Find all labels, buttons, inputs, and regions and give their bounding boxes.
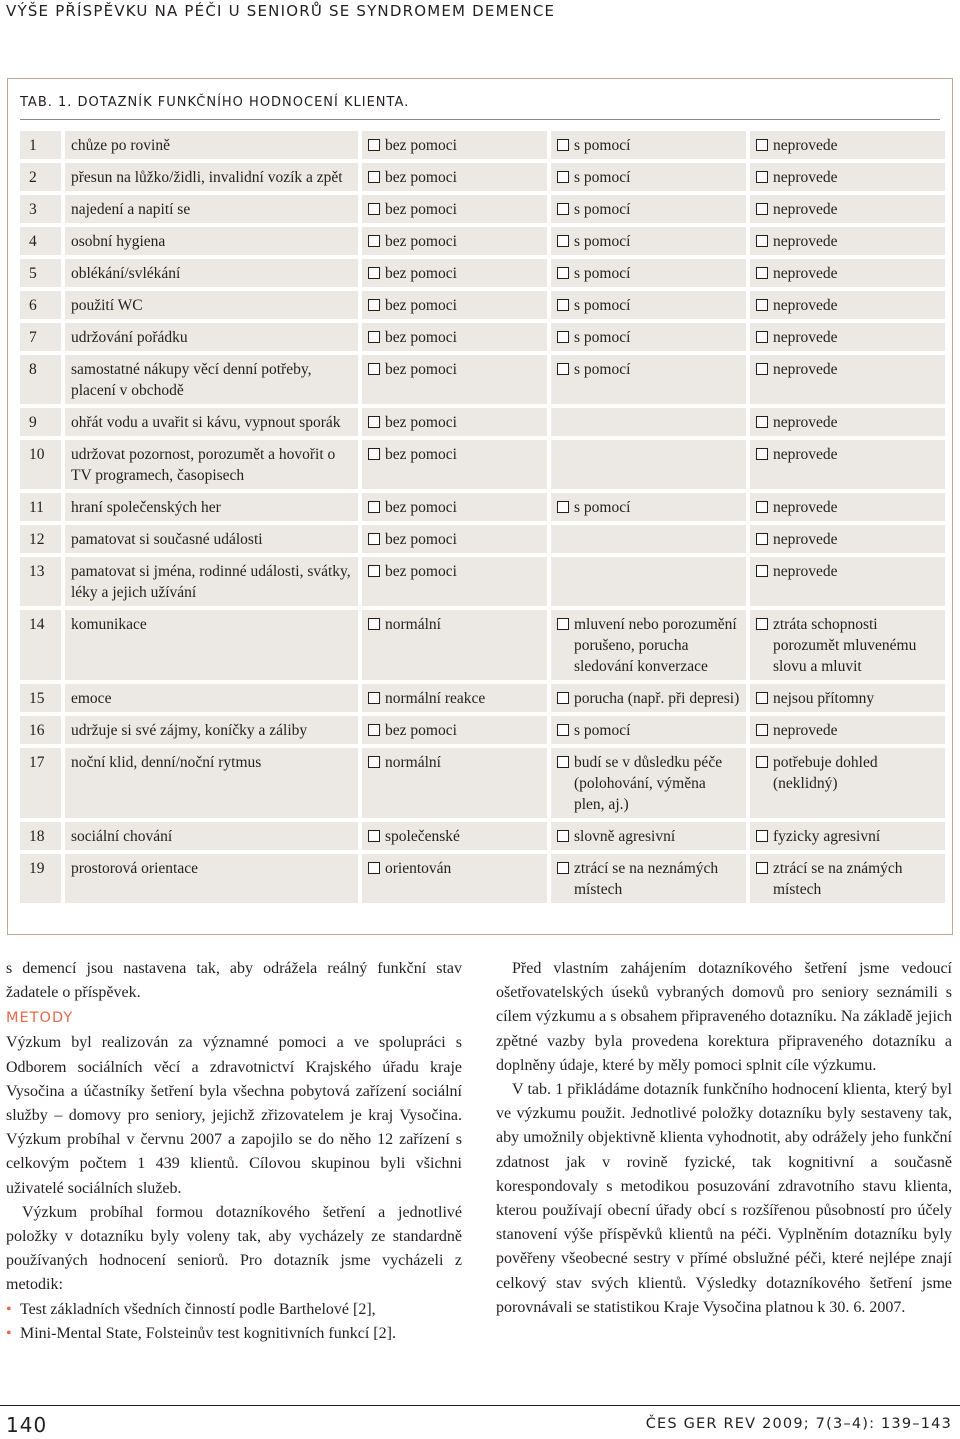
row-item: udržovat pozornost, porozumět a hovořit o TV programech, časopisech xyxy=(65,440,358,489)
right-paragraph-1: Před vlastním zahájením dotazníkového šetření jsme vedoucí ošetřovatelských úseků vybraných domovů pro seniory seznámili s cílem výzkumu a s obsahem připraveného dotazníku. Na základě jejich zpětné vazby byla provedena korektura připraveného dotazníku a doplněny údaje, které by měly pomoci splnit cíle výzkumu. xyxy=(496,960,952,1074)
option[interactable] xyxy=(368,529,541,550)
option[interactable] xyxy=(756,752,939,794)
option-label: neprovede xyxy=(773,169,838,186)
row-number: 3 xyxy=(20,195,61,223)
option[interactable] xyxy=(756,529,939,550)
option-cell xyxy=(551,227,746,255)
option-cell xyxy=(750,440,945,489)
row-item: najedení a napití se xyxy=(65,195,358,223)
checkbox-icon[interactable] xyxy=(368,756,380,768)
row-item: přesun na lůžko/židli, invalidní vozík a zpět xyxy=(65,163,358,191)
checkbox-icon[interactable] xyxy=(756,139,768,151)
row-item: sociální chování xyxy=(65,822,358,850)
checkbox-icon[interactable] xyxy=(557,724,569,736)
option[interactable] xyxy=(756,497,939,518)
option-label: bez pomoci xyxy=(385,297,457,314)
option-cell xyxy=(362,131,547,159)
option-cell xyxy=(551,610,746,680)
table-grid xyxy=(20,131,940,903)
row-item: osobní hygiena xyxy=(65,227,358,255)
option-label: bez pomoci xyxy=(385,329,457,346)
option-label: s pomocí xyxy=(574,361,631,378)
row-number: 1 xyxy=(20,131,61,159)
option-label: neprovede xyxy=(773,297,838,314)
page-number: 140 xyxy=(6,1413,48,1437)
row-item: udržuje si své zájmy, koníčky a záliby xyxy=(65,716,358,744)
option-cell xyxy=(362,525,547,553)
option-label: bez pomoci xyxy=(385,414,457,431)
option-label: s pomocí xyxy=(574,265,631,282)
option[interactable] xyxy=(557,688,740,709)
bullet-icon: • xyxy=(6,1324,12,1342)
checkbox-icon[interactable] xyxy=(557,235,569,247)
option[interactable] xyxy=(368,497,541,518)
option-label: fyzicky agresivní xyxy=(773,828,881,845)
option-label: s pomocí xyxy=(574,297,631,314)
checkbox-icon[interactable] xyxy=(756,756,768,768)
option-label: neprovede xyxy=(773,499,838,516)
option[interactable] xyxy=(557,327,740,348)
row-number: 17 xyxy=(20,748,61,818)
option-label: neprovede xyxy=(773,563,838,580)
row-number: 5 xyxy=(20,259,61,287)
checkbox-icon[interactable] xyxy=(557,299,569,311)
methods-paragraph-2: Výzkum probíhal formou dotazníkového šetření a jednotlivé položky v dotazníku byly voleny tak, aby vycházely ze standardně používaných hodnocení seniorů. Pro dotazník jsme vycházeli z metodik: xyxy=(6,1203,462,1294)
option-cell xyxy=(362,557,547,606)
option-label: neprovede xyxy=(773,414,838,431)
checkbox-icon[interactable] xyxy=(756,331,768,343)
option-cell xyxy=(750,610,945,680)
option-cell xyxy=(551,355,746,404)
option[interactable] xyxy=(368,135,541,156)
option-label: bez pomoci xyxy=(385,722,457,739)
option-label: orientován xyxy=(385,860,452,877)
option[interactable] xyxy=(557,231,740,252)
option[interactable] xyxy=(557,135,740,156)
option[interactable] xyxy=(756,826,939,847)
option-cell xyxy=(362,259,547,287)
row-number: 9 xyxy=(20,408,61,436)
option[interactable] xyxy=(368,444,541,465)
checkbox-icon[interactable] xyxy=(557,331,569,343)
option-label: slovně agresivní xyxy=(574,828,676,845)
list-item xyxy=(6,1322,462,1346)
checkbox-icon[interactable] xyxy=(368,618,380,630)
option-cell xyxy=(551,822,746,850)
row-item: hraní společenských her xyxy=(65,493,358,521)
checkbox-icon[interactable] xyxy=(756,618,768,630)
option-label: neprovede xyxy=(773,329,838,346)
section-heading-metody: METODY xyxy=(6,1010,74,1027)
option-cell xyxy=(750,163,945,191)
checkbox-icon[interactable] xyxy=(557,363,569,375)
option[interactable] xyxy=(368,167,541,188)
option-label: bez pomoci xyxy=(385,201,457,218)
option[interactable] xyxy=(368,688,541,709)
option-label: neprovede xyxy=(773,265,838,282)
option-cell xyxy=(362,323,547,351)
option[interactable] xyxy=(756,263,939,284)
checkbox-icon[interactable] xyxy=(368,331,380,343)
checkbox-icon[interactable] xyxy=(557,862,569,874)
option-label: normální reakce xyxy=(385,690,486,707)
option-cell xyxy=(362,355,547,404)
list-item xyxy=(6,1298,462,1322)
option-label: normální xyxy=(385,616,441,633)
option[interactable] xyxy=(557,752,740,815)
option-label: společenské xyxy=(385,828,460,845)
checkbox-icon[interactable] xyxy=(557,203,569,215)
option-label: nejsou přítomny xyxy=(773,690,875,707)
checkbox-icon[interactable] xyxy=(368,363,380,375)
row-number: 4 xyxy=(20,227,61,255)
option-cell xyxy=(551,854,746,903)
option-cell xyxy=(362,195,547,223)
row-item: samostatné nákupy věcí denní potřeby, placení v obchodě xyxy=(65,355,358,404)
checkbox-icon[interactable] xyxy=(368,416,380,428)
row-item: pamatovat si jména, rodinné události, svátky, léky a jejich užívání xyxy=(65,557,358,606)
option[interactable] xyxy=(756,688,939,709)
checkbox-icon[interactable] xyxy=(756,235,768,247)
option-cell xyxy=(750,684,945,712)
option-cell xyxy=(551,291,746,319)
option-cell xyxy=(750,748,945,818)
checkbox-icon[interactable] xyxy=(557,756,569,768)
row-number: 10 xyxy=(20,440,61,489)
option-cell xyxy=(362,163,547,191)
option-label: bez pomoci xyxy=(385,137,457,154)
option-label: ztrácí se na neznámých místech xyxy=(574,860,719,898)
option[interactable] xyxy=(368,231,541,252)
option-label: bez pomoci xyxy=(385,531,457,548)
checkbox-icon[interactable] xyxy=(368,448,380,460)
checkbox-icon[interactable] xyxy=(368,171,380,183)
option-cell xyxy=(362,227,547,255)
checkbox-icon[interactable] xyxy=(756,448,768,460)
row-number: 19 xyxy=(20,854,61,903)
option-cell xyxy=(750,557,945,606)
option-cell xyxy=(750,716,945,744)
option-cell xyxy=(551,408,746,436)
option[interactable] xyxy=(557,826,740,847)
option[interactable] xyxy=(756,135,939,156)
row-number: 6 xyxy=(20,291,61,319)
option-cell xyxy=(750,259,945,287)
option-label: neprovede xyxy=(773,446,838,463)
option-label: bez pomoci xyxy=(385,446,457,463)
right-paragraph-2: V tab. 1 přikládáme dotazník funkčního hodnocení klienta, který byl ve výzkumu použit. Jednotlivé položky dotazníku byly sestaveny tak, aby umožnily objektivně klienta vyhodnotit, aby odrážely jeho funkční zdatnost jak v rovině fyzické, tak kognitivní a současně korespondovaly s metodikou posuzování zdravotního stavu klienta, kterou používají obecní úřady obcí s rozšířenou působností pro účely stanovení výše příspěvků klientů na péči. Vyplněním dotazníku byly pověřeny všeobecné sestry v přímé obslužné péči, které nejlépe znají celkový stav svých klientů. Výsledky dotazníkového šetření jsme porovnávali se statistikou Kraje Vysočina platnou k 30. 6. 2007. xyxy=(496,1081,952,1316)
checkbox-icon[interactable] xyxy=(756,171,768,183)
option[interactable] xyxy=(557,720,740,741)
row-number: 11 xyxy=(20,493,61,521)
option[interactable] xyxy=(368,359,541,380)
option-cell xyxy=(551,440,746,489)
running-title: VÝŠE PŘÍSPĚVKU NA PÉČI U SENIORŮ SE SYNDROMEM DEMENCE xyxy=(6,2,556,20)
right-column xyxy=(496,957,952,1320)
option[interactable] xyxy=(557,295,740,316)
option-label: neprovede xyxy=(773,201,838,218)
option-label: ztrácí se na známých místech xyxy=(773,860,903,898)
option-cell xyxy=(750,227,945,255)
option[interactable] xyxy=(368,295,541,316)
option-label: s pomocí xyxy=(574,137,631,154)
option-label: s pomocí xyxy=(574,201,631,218)
option-cell xyxy=(362,291,547,319)
option-label: potřebuje dohled (neklidný) xyxy=(773,754,878,792)
option-cell xyxy=(362,684,547,712)
checkbox-icon[interactable] xyxy=(557,692,569,704)
option-cell xyxy=(551,557,746,606)
option-cell xyxy=(551,716,746,744)
row-item: chůze po rovině xyxy=(65,131,358,159)
row-item: komunikace xyxy=(65,610,358,680)
option-label: s pomocí xyxy=(574,329,631,346)
checkbox-icon[interactable] xyxy=(368,862,380,874)
option-label: bez pomoci xyxy=(385,499,457,516)
footer-divider xyxy=(0,1405,960,1406)
row-item: použití WC xyxy=(65,291,358,319)
option-cell xyxy=(551,163,746,191)
option[interactable] xyxy=(557,497,740,518)
option[interactable] xyxy=(756,199,939,220)
option-label: s pomocí xyxy=(574,499,631,516)
option-cell xyxy=(362,610,547,680)
option-cell xyxy=(551,259,746,287)
option[interactable] xyxy=(756,858,939,900)
option[interactable] xyxy=(368,614,541,635)
option[interactable] xyxy=(756,295,939,316)
option-cell xyxy=(750,493,945,521)
option[interactable] xyxy=(368,826,541,847)
option-cell xyxy=(551,323,746,351)
bullet-icon: • xyxy=(6,1300,12,1318)
checkbox-icon[interactable] xyxy=(368,501,380,513)
option-label: s pomocí xyxy=(574,722,631,739)
row-item: prostorová orientace xyxy=(65,854,358,903)
option[interactable] xyxy=(557,167,740,188)
row-item: pamatovat si současné události xyxy=(65,525,358,553)
row-number: 12 xyxy=(20,525,61,553)
option-cell xyxy=(362,854,547,903)
checkbox-icon[interactable] xyxy=(368,299,380,311)
option-cell xyxy=(362,822,547,850)
option[interactable] xyxy=(756,359,939,380)
option[interactable] xyxy=(756,412,939,433)
checkbox-icon[interactable] xyxy=(756,267,768,279)
checkbox-icon[interactable] xyxy=(756,363,768,375)
checkbox-icon[interactable] xyxy=(557,830,569,842)
option[interactable] xyxy=(368,561,541,582)
checkbox-icon[interactable] xyxy=(557,139,569,151)
row-item: oblékání/svlékání xyxy=(65,259,358,287)
option-label: neprovede xyxy=(773,361,838,378)
option-cell xyxy=(551,195,746,223)
option-cell xyxy=(750,854,945,903)
row-number: 2 xyxy=(20,163,61,191)
row-number: 8 xyxy=(20,355,61,404)
option[interactable] xyxy=(368,858,541,879)
checkbox-icon[interactable] xyxy=(557,618,569,630)
row-number: 7 xyxy=(20,323,61,351)
questionnaire-table xyxy=(7,78,953,935)
option[interactable] xyxy=(368,327,541,348)
checkbox-icon[interactable] xyxy=(756,533,768,545)
option-cell xyxy=(750,408,945,436)
intro-paragraph: s demencí jsou nastavena tak, aby odrážela reálný funkční stav žadatele o příspěvek. xyxy=(6,960,462,1002)
option-cell xyxy=(362,493,547,521)
option[interactable] xyxy=(756,167,939,188)
option-cell xyxy=(750,355,945,404)
option[interactable] xyxy=(368,720,541,741)
list-item-text: Mini-Mental State, Folsteinův test kognitivních funkcí [2]. xyxy=(20,1324,396,1342)
journal-citation: ČES GER REV 2009; 7(3–4): 139–143 xyxy=(645,1416,952,1432)
checkbox-icon[interactable] xyxy=(368,267,380,279)
option-label: bez pomoci xyxy=(385,361,457,378)
option[interactable] xyxy=(557,263,740,284)
row-number: 15 xyxy=(20,684,61,712)
option-cell xyxy=(551,684,746,712)
option[interactable] xyxy=(557,858,740,900)
methods-list xyxy=(6,1298,462,1346)
option-cell xyxy=(551,131,746,159)
option-cell xyxy=(551,748,746,818)
checkbox-icon[interactable] xyxy=(368,235,380,247)
option[interactable] xyxy=(756,444,939,465)
option[interactable] xyxy=(368,199,541,220)
checkbox-icon[interactable] xyxy=(756,862,768,874)
row-number: 16 xyxy=(20,716,61,744)
option[interactable] xyxy=(368,412,541,433)
caption-divider xyxy=(20,119,940,120)
option[interactable] xyxy=(756,327,939,348)
checkbox-icon[interactable] xyxy=(756,830,768,842)
option-label: budí se v důsledku péče (polohování, výměna plen, aj.) xyxy=(574,754,723,813)
checkbox-icon[interactable] xyxy=(756,724,768,736)
option-label: bez pomoci xyxy=(385,169,457,186)
option-cell xyxy=(551,525,746,553)
checkbox-icon[interactable] xyxy=(756,416,768,428)
option-cell xyxy=(750,291,945,319)
option[interactable] xyxy=(557,614,740,677)
list-item-text: Test základních všedních činností podle Barthelové [2], xyxy=(20,1300,376,1318)
option-label: bez pomoci xyxy=(385,233,457,250)
checkbox-icon[interactable] xyxy=(756,299,768,311)
row-number: 13 xyxy=(20,557,61,606)
option-cell xyxy=(750,195,945,223)
option-label: mluvení nebo porozumění porušeno, porucha sledování konverzace xyxy=(574,616,737,675)
checkbox-icon[interactable] xyxy=(756,501,768,513)
checkbox-icon[interactable] xyxy=(756,203,768,215)
table-caption: TAB. 1. DOTAZNÍK FUNKČNÍHO HODNOCENÍ KLIENTA. xyxy=(20,95,410,110)
option-label: neprovede xyxy=(773,233,838,250)
option[interactable] xyxy=(368,263,541,284)
row-item: udržování pořádku xyxy=(65,323,358,351)
row-number: 14 xyxy=(20,610,61,680)
option[interactable] xyxy=(756,614,939,677)
left-column xyxy=(6,957,462,1346)
option-label: bez pomoci xyxy=(385,563,457,580)
checkbox-icon[interactable] xyxy=(368,533,380,545)
option-label: neprovede xyxy=(773,531,838,548)
methods-paragraph: Výzkum byl realizován za významné pomoci a ve spolupráci s Odborem sociálních věcí a zdravotnictví Krajského úřadu kraje Vysočina a účastníky šetření byla všechna pobytová zařízení sociální služby – domovy pro seniory, jejichž zřizovatelem je kraj Vysočina. Výzkum probíhal v červnu 2007 a zapojilo se do něho 12 zařízení s celkovým počtem 1 439 klientů. Cílovou skupinou byli všichni uživatelé sociálních služeb. xyxy=(6,1034,462,1197)
option[interactable] xyxy=(756,720,939,741)
option-cell xyxy=(362,440,547,489)
option-cell xyxy=(362,408,547,436)
option-label: neprovede xyxy=(773,137,838,154)
row-number: 18 xyxy=(20,822,61,850)
checkbox-icon[interactable] xyxy=(368,139,380,151)
option[interactable] xyxy=(756,231,939,252)
option[interactable] xyxy=(557,199,740,220)
row-item: emoce xyxy=(65,684,358,712)
checkbox-icon[interactable] xyxy=(368,724,380,736)
option-label: neprovede xyxy=(773,722,838,739)
option-cell xyxy=(750,323,945,351)
option-cell xyxy=(362,748,547,818)
option[interactable] xyxy=(368,752,541,773)
option-label: ztráta schopnosti porozumět mluvenému slovu a mluvit xyxy=(773,616,917,675)
option-label: s pomocí xyxy=(574,233,631,250)
checkbox-icon[interactable] xyxy=(557,267,569,279)
option-cell xyxy=(750,822,945,850)
row-item: ohřát vodu a uvařit si kávu, vypnout sporák xyxy=(65,408,358,436)
checkbox-icon[interactable] xyxy=(557,171,569,183)
option-label: porucha (např. při depresi) xyxy=(574,690,740,707)
checkbox-icon[interactable] xyxy=(368,203,380,215)
checkbox-icon[interactable] xyxy=(368,692,380,704)
option-label: bez pomoci xyxy=(385,265,457,282)
option-cell xyxy=(362,716,547,744)
checkbox-icon[interactable] xyxy=(756,565,768,577)
option-cell xyxy=(750,131,945,159)
option-cell xyxy=(551,493,746,521)
option-cell xyxy=(750,525,945,553)
checkbox-icon[interactable] xyxy=(756,692,768,704)
checkbox-icon[interactable] xyxy=(368,830,380,842)
row-item: noční klid, denní/noční rytmus xyxy=(65,748,358,818)
checkbox-icon[interactable] xyxy=(557,501,569,513)
option[interactable] xyxy=(557,359,740,380)
option-label: normální xyxy=(385,754,441,771)
option[interactable] xyxy=(756,561,939,582)
option-label: s pomocí xyxy=(574,169,631,186)
checkbox-icon[interactable] xyxy=(368,565,380,577)
